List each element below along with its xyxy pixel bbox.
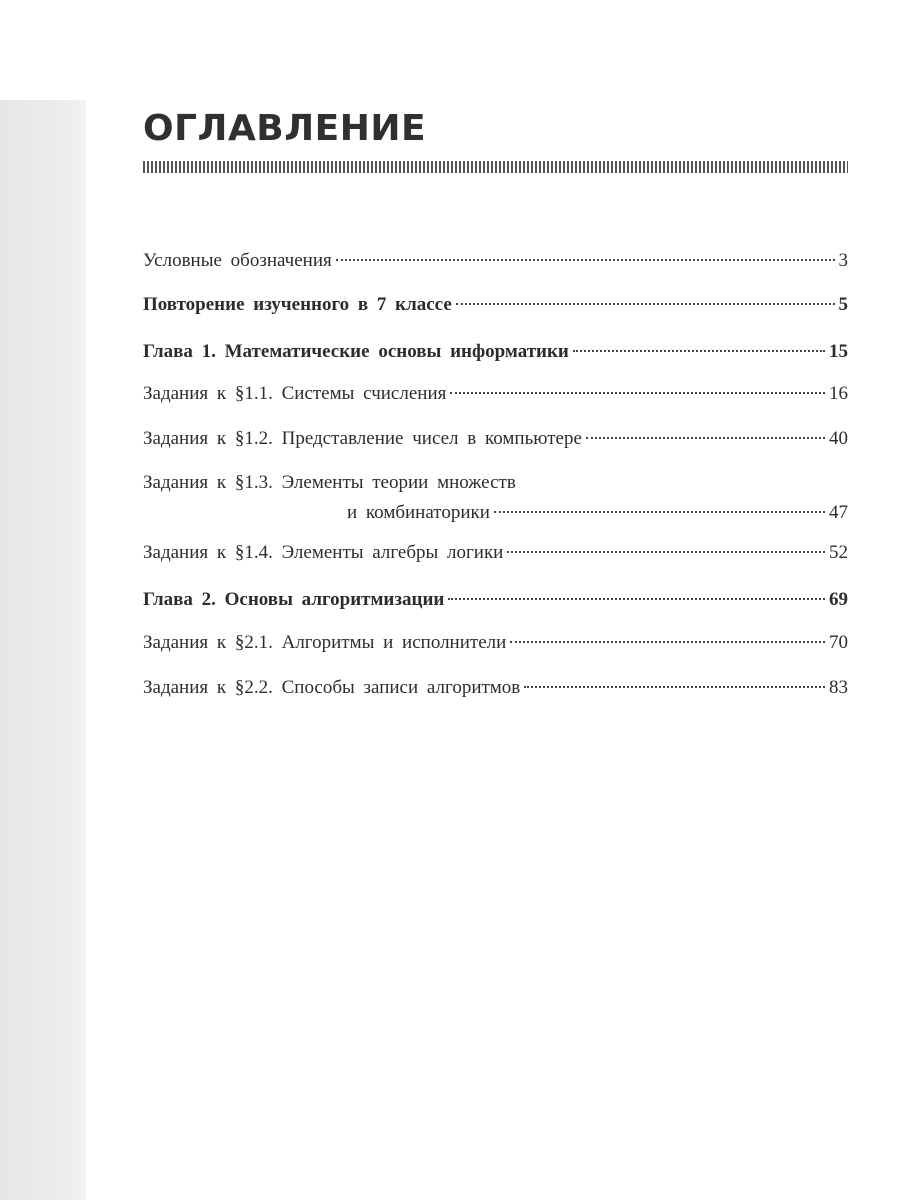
toc-entry-text: Повторение изученного в 7 классе [143, 294, 452, 315]
toc-entry-page: 40 [829, 428, 848, 449]
toc-entry-text: Задания к §1.2. Представление чисел в компьютере [143, 428, 582, 449]
toc-entry-text: Задания к §2.1. Алгоритмы и исполнители [143, 632, 507, 653]
page-gutter-shade [0, 0, 86, 1200]
toc-entry-section-1-2[interactable] [143, 426, 848, 452]
dot-leader [586, 437, 825, 439]
dot-leader [450, 392, 825, 394]
toc-entry-section-1-1[interactable] [143, 381, 848, 407]
toc-entry-page: 16 [829, 383, 848, 404]
book-page [86, 0, 900, 1200]
toc-entry-section-1-4[interactable] [143, 540, 848, 566]
toc-entry-section-2-1[interactable] [143, 630, 848, 656]
toc-entry-chapter-2[interactable] [143, 587, 848, 613]
toc-entry-page: 69 [829, 589, 848, 610]
toc-entry-page: 5 [838, 294, 848, 315]
dot-leader [573, 350, 825, 352]
toc-entry-text: Глава 1. Математические основы информатики [143, 341, 569, 362]
dot-leader [456, 303, 835, 305]
toc-entry-text: Задания к §1.4. Элементы алгебры логики [143, 542, 504, 563]
toc-entry-page: 3 [838, 250, 848, 271]
toc-entry-text-continued: и комбинаторики [347, 502, 490, 523]
toc-entry-text: Задания к §1.3. Элементы теории множеств [143, 472, 516, 493]
dot-leader [524, 686, 825, 688]
toc-entry-text: Задания к §2.2. Способы записи алгоритмов [143, 677, 521, 698]
dot-leader [494, 511, 825, 513]
toc-entry-text: Глава 2. Основы алгоритмизации [143, 589, 445, 610]
toc-entry-conventions[interactable] [143, 248, 848, 274]
toc-entry-review[interactable] [143, 292, 848, 318]
toc-entry-section-2-2[interactable] [143, 675, 848, 701]
toc-entry-page: 47 [829, 502, 848, 523]
toc-entry-page: 83 [829, 677, 848, 698]
toc-entry-page: 52 [829, 542, 848, 563]
toc-entry-page: 70 [829, 632, 848, 653]
toc-entry-text: Условные обозначения [143, 250, 332, 271]
page-title: ОГЛАВЛЕНИЕ [143, 108, 427, 149]
toc-entry-section-1-3[interactable] [143, 470, 848, 526]
toc-entry-text: Задания к §1.1. Системы счисления [143, 383, 447, 404]
dot-leader [448, 598, 825, 600]
title-rule [143, 161, 848, 173]
toc-entry-chapter-1[interactable] [143, 339, 848, 365]
dot-leader [510, 641, 825, 643]
dot-leader [507, 551, 825, 553]
toc-entry-page: 15 [829, 341, 848, 362]
dot-leader [336, 259, 835, 261]
